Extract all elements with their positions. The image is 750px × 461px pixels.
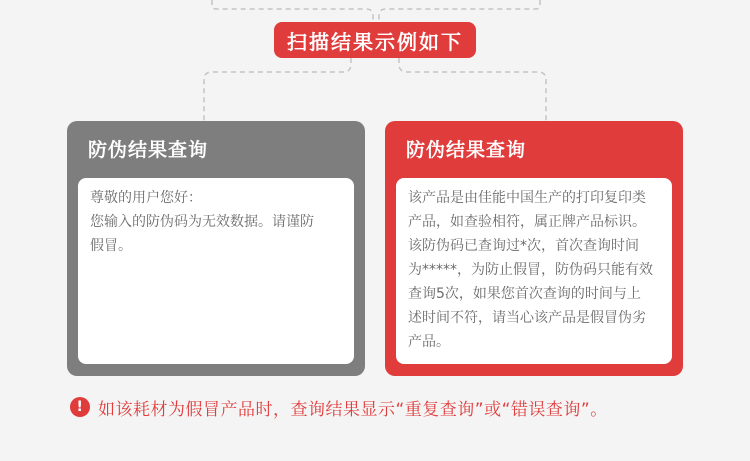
message-line: 查询5次，如果您首次查询的时间与上 [408,286,641,302]
top-right-connector [379,0,540,22]
invalid-result-card [67,121,365,376]
valid-result-card [385,121,683,376]
scan-result-banner: 扫描结果示例如下 [274,22,476,58]
left-card-connector [204,58,351,121]
card-title: 防伪结果查询 [88,139,209,161]
message-line: 假冒。 [90,238,132,254]
message-line: 产品。 [408,334,450,350]
message-line: 该防伪码已查询过*次，首次查询时间 [408,238,639,254]
exclamation-icon: ! [70,397,90,417]
fake-product-notice [70,394,608,420]
message-line: 该产品是由佳能中国生产的打印复印类 [408,190,646,206]
message-line: 为*****，为防止假冒，防伪码只能有效 [408,262,653,278]
card-message [78,178,354,364]
message-line: 产品，如查验相符，属正牌产品标识。 [408,214,646,230]
top-left-connector [212,0,373,22]
notice-text: 如该耗材为假冒产品时，查询结果显示“重复查询”或“错误查询”。 [98,399,608,420]
message-line: 尊敬的用户您好： [90,190,202,206]
card-message [396,178,672,364]
card-title: 防伪结果查询 [406,139,527,161]
message-line: 您输入的防伪码为无效数据。请谨防 [90,214,314,230]
message-line: 述时间不符，请当心该产品是假冒伪劣 [408,310,646,326]
right-card-connector [399,58,546,121]
